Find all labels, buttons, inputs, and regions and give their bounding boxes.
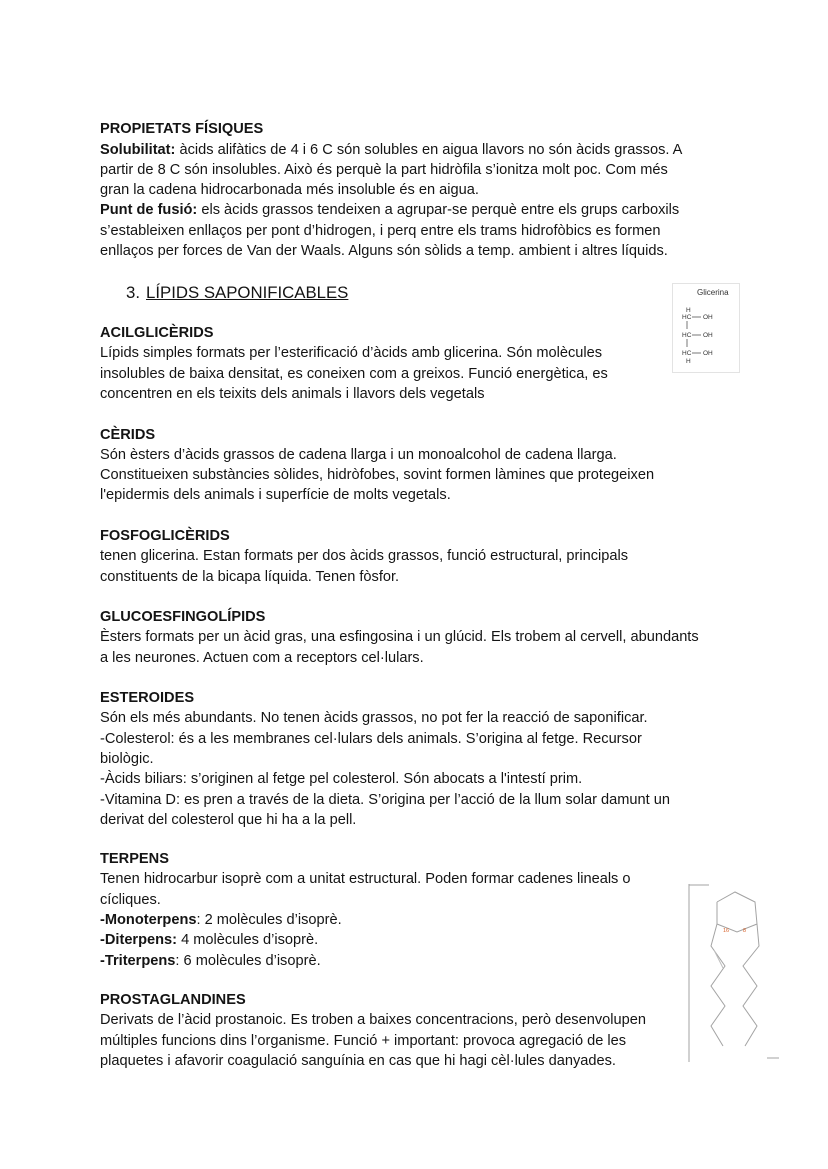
- glucoesfingolipids-line-2: a les neurones. Actuen com a receptors cel·lulars.: [100, 649, 424, 666]
- terpens-line-1: Tenen hidrocarbur isoprè com a unitat estructural. Poden formar cadenes lineals o: [100, 871, 631, 888]
- acilgliceridos-line-3: concentren en els teixits dels animals i llavors dels vegetals: [100, 385, 485, 402]
- cerids-line-3: l'epidermis dels animals i superfície de molts vegetals.: [100, 487, 451, 504]
- heading-cerids: CÈRIDS: [100, 426, 156, 443]
- section-number: 3.: [126, 283, 140, 302]
- heading-acilgliceridos: ACILGLICÈRIDS: [100, 325, 214, 341]
- heading-esteroides: ESTEROIDES: [100, 690, 195, 706]
- prostaglandines-line-2: múltiples funcions dins l’organisme. Funció + important: provoca agregació de les: [100, 1032, 627, 1049]
- svg-text:HC: HC: [682, 332, 692, 339]
- heading-glucoesfingolipids: GLUCOESFINGOLÍPIDS: [100, 609, 266, 625]
- terpens-item-diterpens: -Diterpens: 4 molècules d’isoprè.: [100, 932, 319, 949]
- prostaglandines-line-3: plaquetes i afavorir coagulació sanguínia en cas que hi hagi cèl·lules danyades.: [100, 1052, 616, 1069]
- terpens-item-monoterpens: -Monoterpens: 2 molècules d’isoprè.: [100, 911, 342, 928]
- esteroides-line-2: -Colesterol: és a les membranes cel·lulars dels animals. S’origina al fetge. Recursor: [100, 730, 642, 747]
- fusio-line-1: Punt de fusió: els àcids grassos tendeixen a agrupar-se perquè entre els grups carboxils: [100, 202, 680, 219]
- terpens-item-triterpens: -Triterpens: 6 molècules d’isoprè.: [100, 952, 321, 969]
- esteroides-line-4: -Àcids biliars: s’originen al fetge pel colesterol. Són abocats a l'intestí prim.: [100, 771, 583, 788]
- section-title: [126, 283, 348, 303]
- svg-text:HC: HC: [682, 314, 692, 321]
- solubilitat-line-1: Solubilitat: àcids alifàtics de 4 i 6 C són solubles en aigua llavors no són àcids grassos. A: [100, 141, 683, 158]
- svg-text:OH: OH: [703, 332, 713, 339]
- esteroides-line-6: derivat del colesterol que hi ha a la pell.: [100, 811, 357, 828]
- heading-prostaglandines: PROSTAGLANDINES: [100, 992, 246, 1008]
- isoprene-marker-8: 8: [743, 928, 747, 934]
- solubilitat-line-2: partir de 8 C són insolubles. Això és perquè la part hidròfila s’ionitza molt poc. Com més: [100, 161, 668, 178]
- fusio-label: Punt de fusió:: [100, 202, 198, 219]
- esteroides-line-3: biològic.: [100, 750, 154, 767]
- cerids-line-1: Són èsters d’àcids grassos de cadena llarga i un monoalcohol de cadena llarga.: [100, 446, 617, 463]
- esteroides-line-1: Són els més abundants. No tenen àcids grassos, no pot fer la reacció de saponificar.: [100, 710, 648, 727]
- isoprene-marker-16: 16: [723, 928, 730, 934]
- glicerina-structure-icon: [673, 284, 739, 372]
- glicerina-figure: [672, 283, 740, 373]
- fusio-line-3: enllaços per forces de Van der Waals. Alguns són sòlids a temp. ambient i altres líquids.: [100, 243, 668, 259]
- svg-text:H: H: [686, 307, 691, 314]
- heading-terpens: TERPENS: [100, 851, 169, 867]
- isoprene-chain-icon: [687, 884, 779, 1064]
- heading-propietats-fisiques: PROPIETATS FÍSIQUES: [100, 121, 264, 137]
- fosfogliceridos-line-2: constituents de la bicapa líquida. Tenen fòsfor.: [100, 568, 400, 585]
- svg-text:OH: OH: [703, 350, 713, 357]
- svg-text:HC: HC: [682, 350, 692, 357]
- solubilitat-label: Solubilitat:: [100, 141, 176, 158]
- esteroides-line-5: -Vitamina D: es pren a través de la dieta. S’origina per l’acció de la llum solar damunt un: [100, 791, 670, 808]
- section-title-text: LÍPIDS SAPONIFICABLES: [146, 283, 349, 302]
- fusio-line-2: s’estableixen enllaços per pont d’hidrogen, i perq entre els trams hidrofòbics es formen: [100, 222, 661, 239]
- cerids-line-2: Constitueixen substàncies sòlides, hidròfobes, sovint formen làmines que protegeixen: [100, 467, 655, 484]
- svg-text:H: H: [686, 358, 691, 365]
- heading-fosfogliceridos: FOSFOGLICÈRIDS: [100, 528, 230, 544]
- prostaglandines-line-1: Derivats de l’àcid prostanoic. Es troben a baixes concentracions, però desenvolupen: [100, 1012, 646, 1029]
- acilgliceridos-line-1: Lípids simples formats per l’esterificació d’àcids amb glicerina. Són molècules: [100, 345, 603, 362]
- terpens-line-2: cícliques.: [100, 891, 161, 908]
- acilgliceridos-line-2: insolubles de baixa densitat, es coneixen com a greixos. Funció energètica, es: [100, 365, 608, 382]
- solubilitat-line-3: gran la cadena hidrocarbonada més insoluble és en aigua.: [100, 182, 479, 199]
- glucoesfingolipids-line-1: Èsters formats per un àcid gras, una esfingosina i un glúcid. Els trobem al cervell, abundants: [100, 629, 699, 646]
- fosfogliceridos-line-1: tenen glicerina. Estan formats per dos àcids grassos, funció estructural, principals: [100, 548, 629, 565]
- glicerina-label: Glicerina: [697, 288, 729, 297]
- svg-text:OH: OH: [703, 314, 713, 321]
